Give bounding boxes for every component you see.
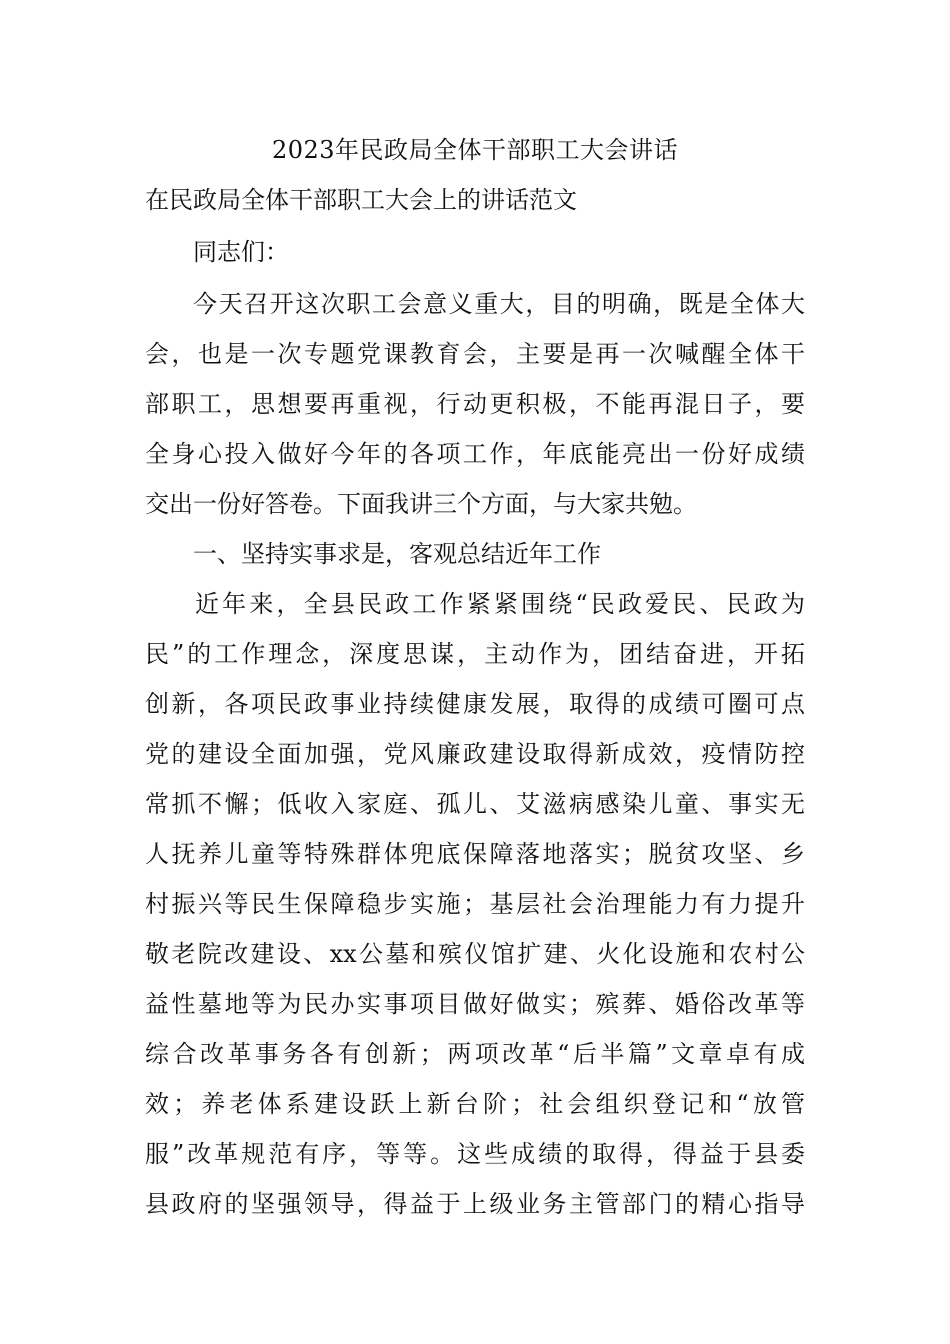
document-subtitle: 在民政局全体干部职工大会上的讲话范文	[145, 186, 577, 214]
paragraph-line: 全身心投入做好今年的各项工作，年底能亮出一份好成绩	[145, 440, 805, 468]
paragraph-line: 敬老院改建设、xx公墓和殡仪馆扩建、火化设施和农村公	[145, 940, 805, 968]
salutation: 同志们：	[193, 238, 289, 266]
paragraph-line: 会，也是一次专题党课教育会，主要是再一次喊醒全体干	[145, 340, 805, 368]
paragraph-line: 常抓不懈；低收入家庭、孤儿、艾滋病感染儿童、事实无	[145, 790, 805, 818]
paragraph-line: 综合改革事务各有创新；两项改革“后半篇”文章卓有成	[145, 1040, 805, 1068]
paragraph-line: 部职工，思想要再重视，行动更积极，不能再混日子，要	[145, 390, 805, 418]
paragraph-line: 交出一份好答卷。下面我讲三个方面，与大家共勉。	[145, 490, 697, 518]
document-title: 2023年民政局全体干部职工大会讲话	[271, 136, 679, 164]
paragraph-line: 民”的工作理念，深度思谋，主动作为，团结奋进，开拓	[145, 640, 805, 668]
paragraph-line: 服”改革规范有序，等等。这些成绩的取得，得益于县委	[145, 1140, 805, 1168]
paragraph-line: 创新，各项民政事业持续健康发展，取得的成绩可圈可点	[145, 690, 805, 718]
paragraph-line: 效；养老体系建设跃上新台阶；社会组织登记和“放管	[145, 1090, 805, 1118]
section-heading: 一、坚持实事求是，客观总结近年工作	[193, 540, 601, 568]
paragraph-line: 人抚养儿童等特殊群体兜底保障落地落实；脱贫攻坚、乡	[145, 840, 805, 868]
paragraph-line: 近年来，全县民政工作紧紧围绕“民政爱民、民政为	[195, 590, 805, 618]
paragraph-line: 益性墓地等为民办实事项目做好做实；殡葬、婚俗改革等	[145, 990, 805, 1018]
paragraph-line: 党的建设全面加强，党风廉政建设取得新成效，疫情防控	[145, 740, 805, 768]
paragraph-line: 今天召开这次职工会意义重大，目的明确，既是全体大	[193, 290, 805, 318]
paragraph-line: 村振兴等民生保障稳步实施；基层社会治理能力有力提升	[145, 890, 805, 918]
paragraph-line: 县政府的坚强领导，得益于上级业务主管部门的精心指导	[145, 1190, 805, 1218]
